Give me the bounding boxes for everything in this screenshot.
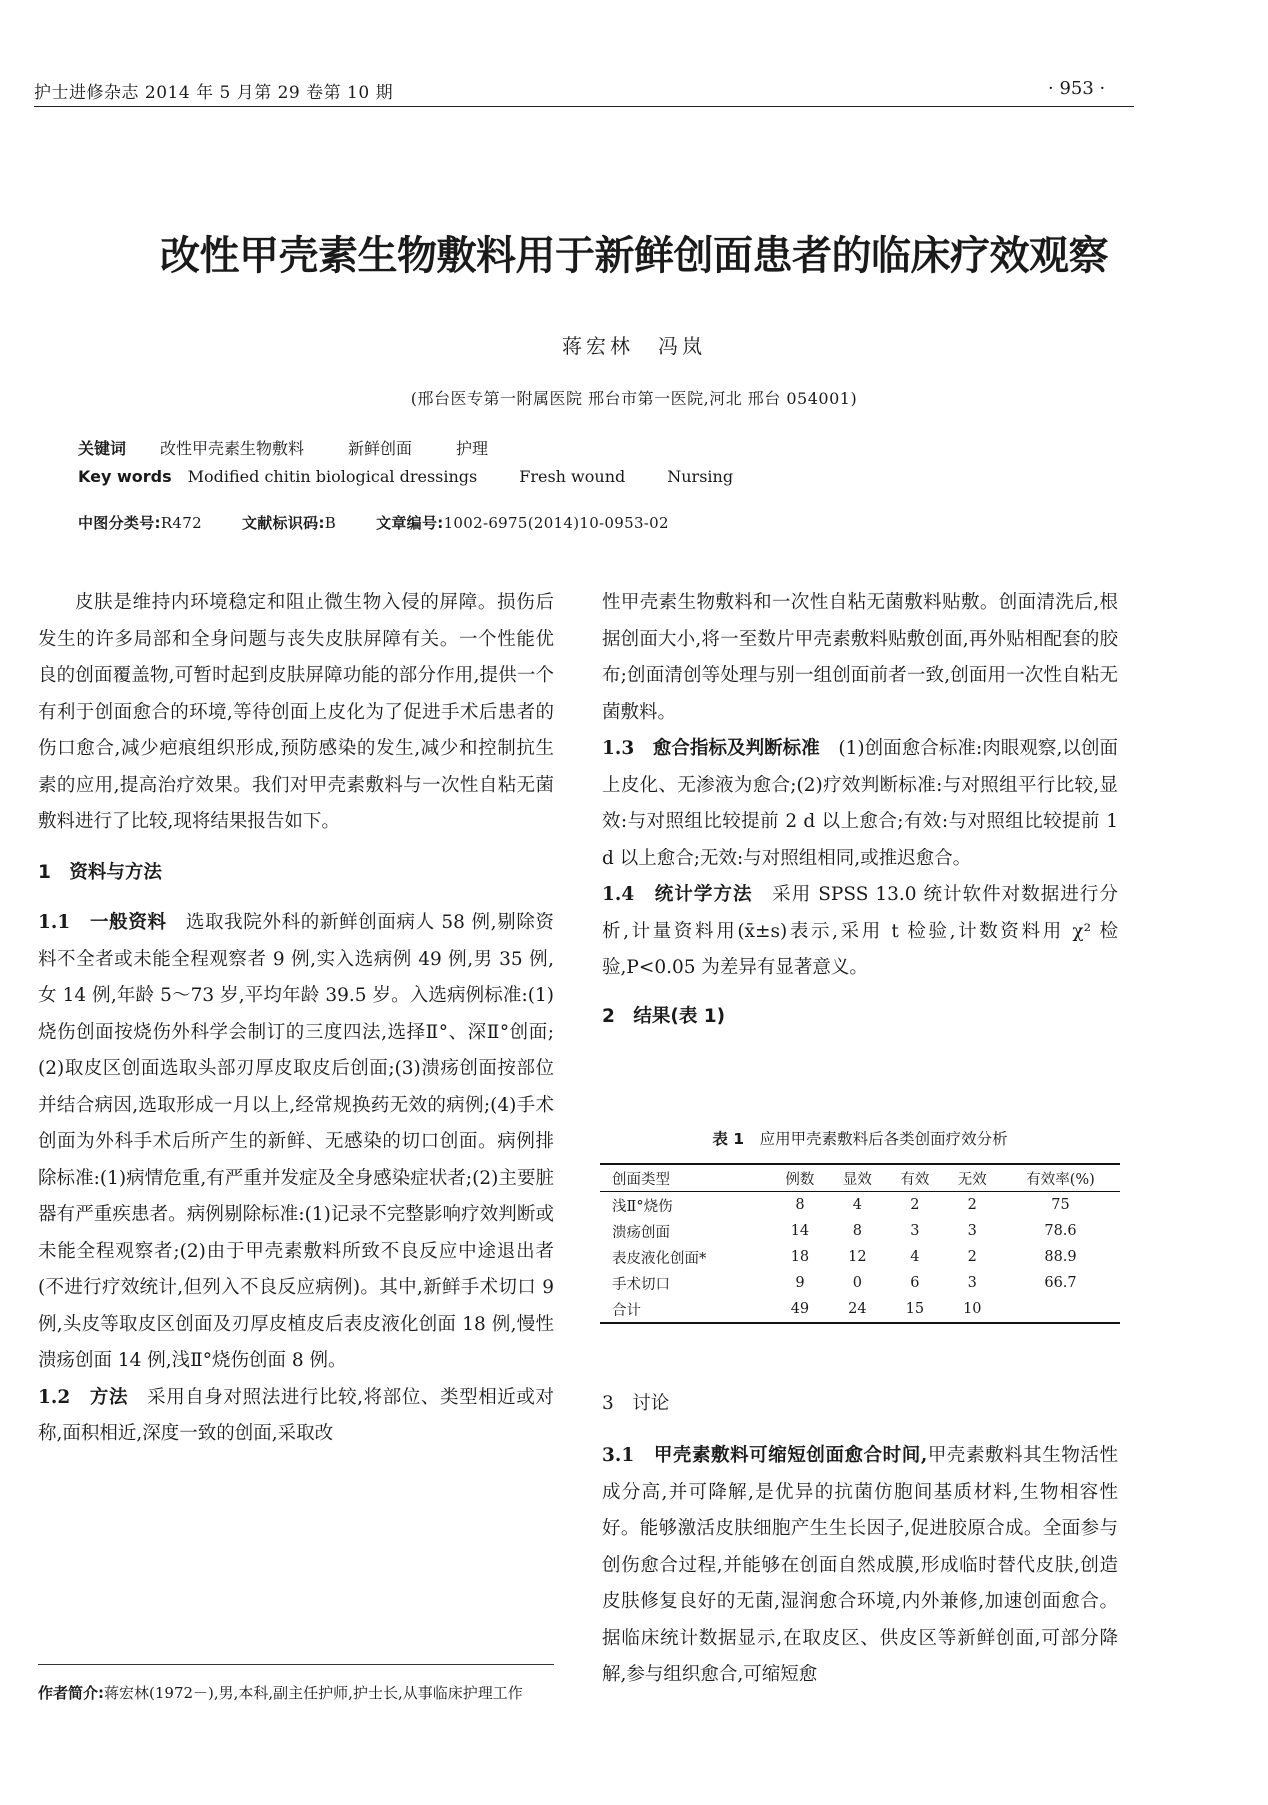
section-1-1-heading: 1.1 一般资料 [38, 912, 167, 933]
keyword: 改性甲壳素生物敷料 [160, 439, 305, 458]
table-cell: 12 [848, 1249, 867, 1265]
table-cell: 8 [795, 1197, 805, 1213]
table-cell: 3 [967, 1223, 977, 1239]
section-1-3-heading: 1.3 愈合指标及判断标准 [602, 738, 820, 759]
section-1-1-paragraph [38, 905, 554, 1380]
section-3-1-heading: 3.1 甲壳素敷料可缩短创面愈合时间, [602, 1445, 928, 1466]
table-cell: 18 [790, 1249, 810, 1265]
keyword-en: Fresh wound [519, 467, 626, 486]
keyword: 护理 [456, 439, 489, 458]
doc-code-value: B [324, 514, 337, 532]
table-cell: 2 [910, 1197, 920, 1213]
table-row-total [600, 1296, 1120, 1323]
section-1-3-text: (1)创面愈合标准:肉眼观察,以创面上皮化、无渗液为愈合;(2)疗效判断标准:与对照组平行比较,显效:与对照组比较提前 2 d 以上愈合;有效:与对照组比较提前 1 d 以上愈合;无效:与对照组相同,或推迟愈合。 [602, 738, 1118, 869]
section-1-2-continued: 性甲壳素生物敷料和一次性自粘无菌敷料贴敷。创面清洗后,根据创面大小,将一至数片甲壳素敷料贴敷创面,再外贴相配套的胶布;创面清创等处理与别一组创面前者一致,创面用一次性自粘无菌敷料。 [602, 592, 1118, 723]
table-cell: 溃疡创面 [612, 1224, 670, 1241]
table-cell: 4 [852, 1197, 862, 1213]
doc-code-label: 文献标识码: [241, 514, 325, 532]
section-1-2-text: 采用自身对照法进行比较,将部位、类型相近或对称,面积相近,深度一致的创面,采取改 [38, 1386, 554, 1444]
table-cell: 3 [910, 1223, 920, 1239]
table-1-label: 表 1 [712, 1130, 745, 1148]
article-no-label: 文章编号: [376, 514, 444, 532]
article-no-value: 1002-6975(2014)10-0953-02 [443, 514, 669, 532]
author-footnote [38, 1678, 554, 1708]
table-header-cell: 有效率(%) [1026, 1171, 1095, 1188]
right-column [602, 585, 1118, 1035]
table-cell: 浅Ⅱ°烧伤 [612, 1198, 673, 1215]
table-row [600, 1270, 1120, 1296]
left-column [38, 585, 554, 1453]
table-header-cell: 例数 [785, 1171, 815, 1188]
table-header-row [600, 1164, 1120, 1192]
section-1-4-paragraph [602, 877, 1118, 987]
clc-label: 中图分类号: [78, 514, 161, 532]
table-cell: 8 [852, 1223, 862, 1239]
table-header-cell: 显效 [842, 1171, 872, 1188]
footnote-divider [38, 1664, 554, 1665]
table-cell: 49 [790, 1301, 810, 1317]
table-cell: 手术切口 [612, 1276, 670, 1293]
section-1-4-heading: 1.4 统计学方法 [602, 884, 753, 905]
table-cell: 88.9 [1044, 1249, 1077, 1265]
authors: 蒋宏林 冯岚 [562, 334, 706, 358]
table-cell: 表皮液化创面* [612, 1250, 707, 1267]
table-header-cell: 创面类型 [612, 1171, 670, 1188]
section-1-1-text: 选取我院外科的新鲜创面病人 58 例,剔除资料不全者或未能全程观察者 9 例,实入选病例 49 例,男 35 例,女 14 例,年龄 5～73 岁,平均年龄 39.5 岁。入选病例标准:(1)烧伤创面按烧伤外科学会制订的三度四法,选择Ⅱ°、深Ⅱ°创面;(2)取皮区创面选取头部刃厚皮取皮后创面;(3)溃疡创面按部位并结合病因,选取形成一月以上,经常规换药无效的病例;(4)手术创面为外科手术后所产生的新鲜、无感染的切口创面。病例排除标准:(1)病情危重,有严重并发症及全身感染症状者;(2)主要脏器有严重疾患者。病例剔除标准:(1)记录不完整影响疗效判断或未能全程观察者;(2)由于甲壳素敷料所致不良反应中途退出者(不进行疗效统计,但列入不良反应病例)。其中,新鲜手术切口 9 例,头皮等取皮区创面及刃厚皮植皮后表皮液化创面 18 例,慢性溃疡创面 14 例,浅Ⅱ°烧伤创面 8 例。 [38, 912, 554, 1371]
table-1-title: 应用甲壳素敷料后各类创面疗效分析 [759, 1130, 1008, 1148]
table-cell: 15 [905, 1301, 925, 1317]
table-cell: 14 [790, 1223, 810, 1239]
table-row [600, 1192, 1120, 1219]
table-cell: 合计 [612, 1302, 641, 1319]
classification-row [78, 512, 669, 533]
table-cell: 2 [967, 1197, 977, 1213]
page-number: · 953 · [1048, 78, 1106, 99]
table-cell: 75 [1051, 1197, 1070, 1213]
footnote-text: 蒋宏林(1972－),男,本科,副主任护师,护士长,从事临床护理工作 [104, 1684, 523, 1702]
section-2-heading: 2 结果(表 1) [602, 1005, 726, 1027]
journal-header: 护士进修杂志 2014 年 5 月第 29 卷第 10 期 [34, 83, 394, 103]
section-3-heading: 3 讨论 [602, 1393, 670, 1414]
article-title: 改性甲壳素生物敷料用于新鲜创面患者的临床疗效观察 [160, 233, 1108, 279]
footnote-label: 作者简介: [38, 1684, 104, 1702]
section-3-1-text: 甲壳素敷料其生物活性成分高,并可降解,是优异的抗菌仿胞间基质材料,生物相容性好。能够激活皮肤细胞产生生长因子,促进胶原合成。全面参与创伤愈合过程,并能够在创面自然成膜,形成临时替代皮肤,创造皮肤修复良好的无菌,湿润愈合环境,内外兼修,加速创面愈合。据临床统计数据显示,在取皮区、供皮区等新鲜创面,可部分降解,参与组织愈合,可缩短愈 [602, 1445, 1118, 1685]
table-cell: 0 [852, 1275, 862, 1291]
table-cell: 24 [848, 1301, 867, 1317]
table-cell: 4 [910, 1249, 920, 1265]
section-1-4-text: 采用 SPSS 13.0 统计软件对数据进行分析,计量资料用(x̄±s)表示,采用 t 检验,计数资料用 χ² 检验,P<0.05 为差异有显著意义。 [602, 884, 1118, 978]
keyword: 新鲜创面 [348, 439, 413, 458]
section-1-2-heading: 1.2 方法 [38, 1386, 129, 1408]
affiliation: (邢台医专第一附属医院 邢台市第一医院,河北 邢台 054001) [410, 389, 858, 408]
clc-value: R472 [160, 514, 202, 532]
table-1-caption [602, 1127, 1118, 1149]
keyword-en: Nursing [667, 467, 734, 486]
table-cell: 2 [967, 1249, 977, 1265]
intro-paragraph: 皮肤是维持内环境稳定和阻止微生物入侵的屏障。损伤后发生的许多局部和全身问题与丧失皮肤屏障有关。一个性能优良的创面覆盖物,可暂时起到皮肤屏障功能的部分作用,提供一个有利于创面愈合的环境,等待创面上皮化为了促进手术后患者的伤口愈合,减少疤痕组织形成,预防感染的发生,减少和控制抗生素的应用,提高治疗效果。我们对甲壳素敷料与一次性自粘无菌敷料进行了比较,现将结果报告如下。 [38, 592, 554, 832]
keyword-en: Modified chitin biological dressings [187, 467, 478, 486]
keywords-en-row [78, 467, 733, 486]
section-1-heading: 1 资料与方法 [38, 861, 162, 883]
header-divider [34, 106, 1134, 107]
table-header-cell: 有效 [900, 1171, 930, 1188]
table-header-cell: 无效 [957, 1171, 987, 1188]
table-cell: 6 [910, 1275, 920, 1291]
table-cell [1001, 1296, 1120, 1323]
table-cell: 66.7 [1044, 1275, 1077, 1291]
table-cell: 3 [967, 1275, 977, 1291]
section-1-2-paragraph [38, 1380, 554, 1453]
table-cell: 9 [795, 1275, 805, 1291]
table-row [600, 1218, 1120, 1244]
section-3-body [602, 1438, 1118, 1694]
table-1 [600, 1163, 1120, 1324]
table-row [600, 1244, 1120, 1270]
keywords-label: 关键词 [78, 439, 127, 458]
keywords-row [78, 436, 488, 459]
section-3-1-paragraph [602, 1438, 1118, 1694]
keywords-en-label: Key words [78, 467, 172, 486]
table-cell: 78.6 [1044, 1223, 1077, 1239]
section-1-3-paragraph [602, 731, 1118, 877]
table-cell: 10 [963, 1301, 982, 1317]
